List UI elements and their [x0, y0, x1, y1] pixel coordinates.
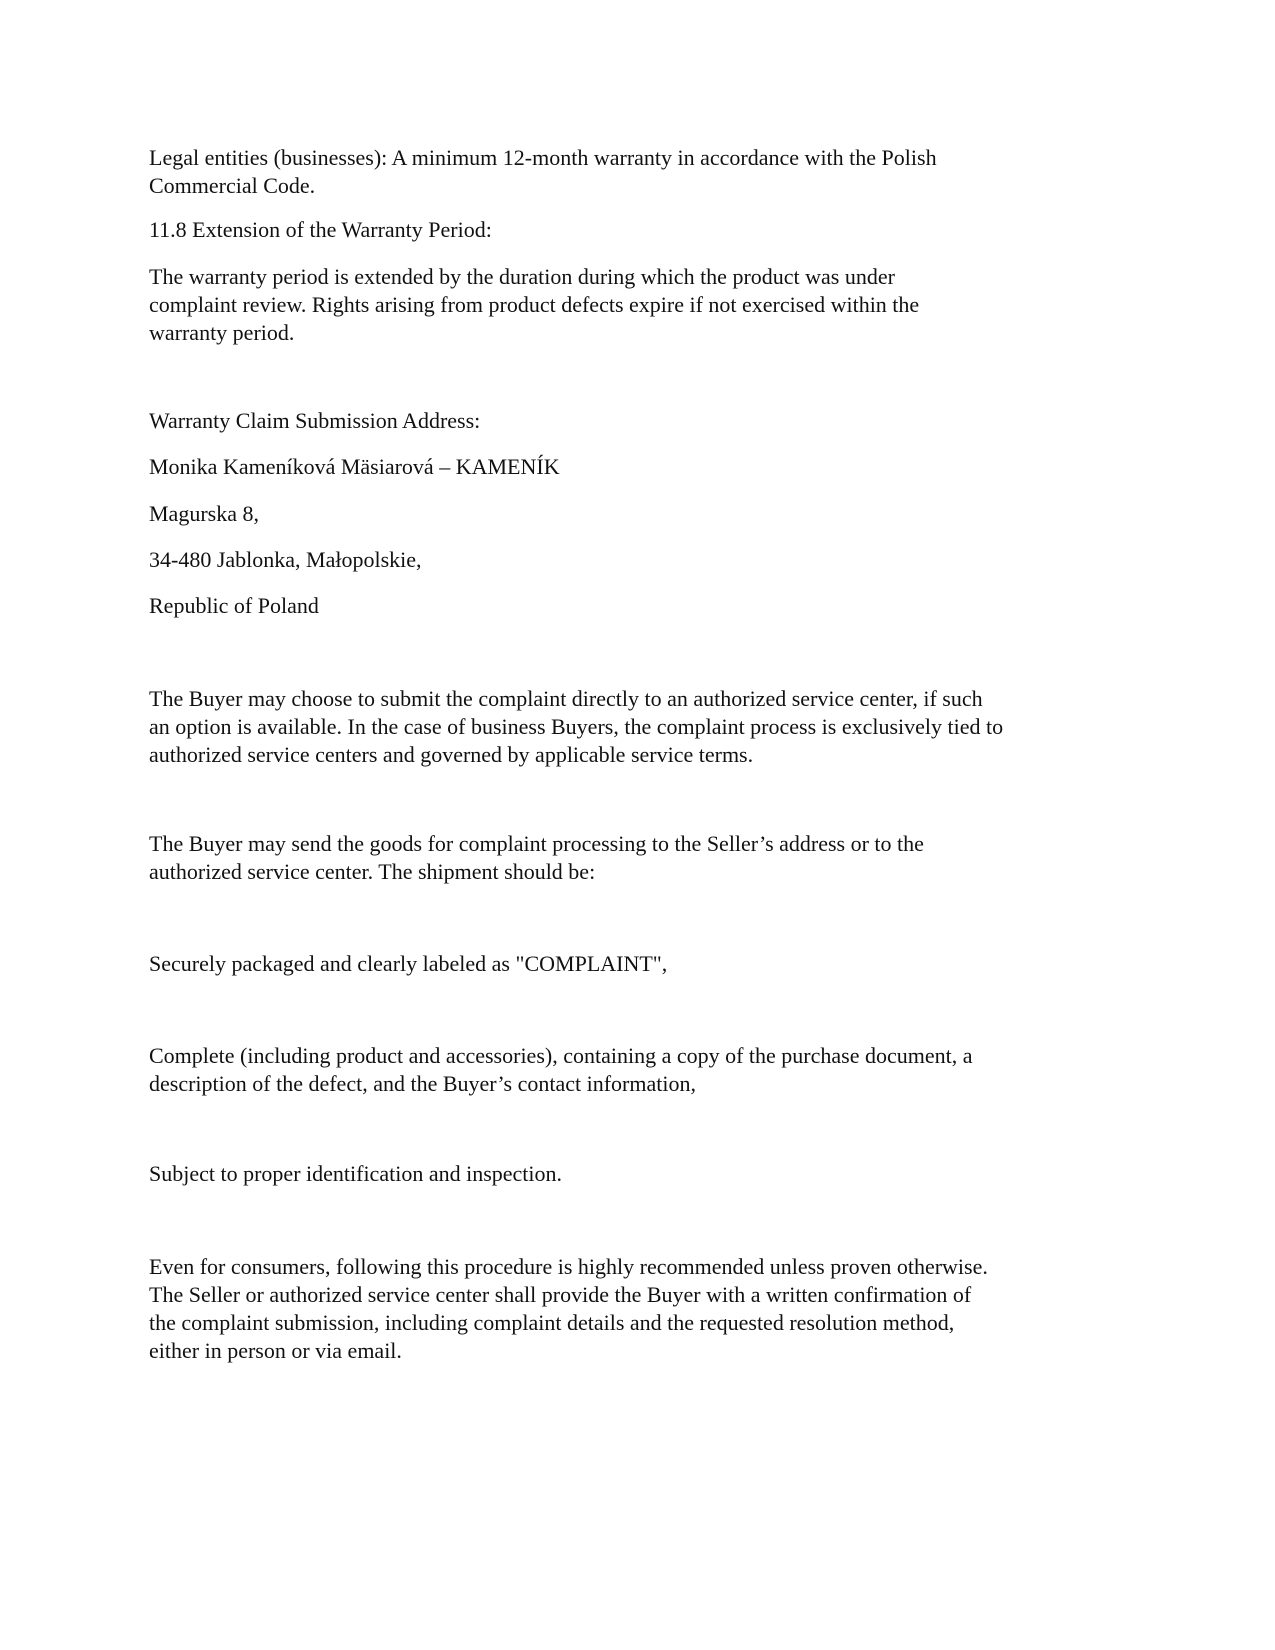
section-11-8-heading: 11.8 Extension of the Warranty Period:: [149, 217, 492, 242]
shipment-intro-paragraph: The Buyer may send the goods for complaint processing to the Seller’s address or to the authorized service center. The shipment should be:: [149, 831, 924, 884]
address-heading: Warranty Claim Submission Address:: [149, 408, 481, 433]
shipment-inspection-item: Subject to proper identification and inspection.: [149, 1161, 563, 1186]
service-center-paragraph: The Buyer may choose to submit the complaint directly to an authorized service center, if such an option is available. In the case of business Buyers, the complaint process is exclusively tied to authorized service centers and governed by applicable service terms.: [149, 686, 1004, 767]
address-city: 34-480 Jablonka, Małopolskie,: [149, 547, 422, 572]
legal-entities-paragraph: Legal entities (businesses): A minimum 12-month warranty in accordance with the Polish Commercial Code.: [149, 145, 937, 198]
shipment-packaged-item: Securely packaged and clearly labeled as "COMPLAINT",: [149, 951, 668, 976]
shipment-complete-item: Complete (including product and accessories), containing a copy of the purchase document, a description of the defect, and the Buyer’s contact information,: [149, 1043, 973, 1096]
address-street: Magurska 8,: [149, 501, 259, 526]
address-name: Monika Kameníková Mäsiarová – KAMENÍK: [149, 454, 560, 479]
address-country: Republic of Poland: [149, 593, 319, 618]
consumer-procedure-paragraph: Even for consumers, following this procedure is highly recommended unless proven otherwise. The Seller or authorized service center shall provide the Buyer with a written confirmation of the complaint submission, including complaint details and the requested resolution method, either in person or via email.: [149, 1254, 988, 1363]
warranty-extension-paragraph: The warranty period is extended by the duration during which the product was under complaint review. Rights arising from product defects expire if not exercised within the warranty period.: [149, 264, 920, 345]
